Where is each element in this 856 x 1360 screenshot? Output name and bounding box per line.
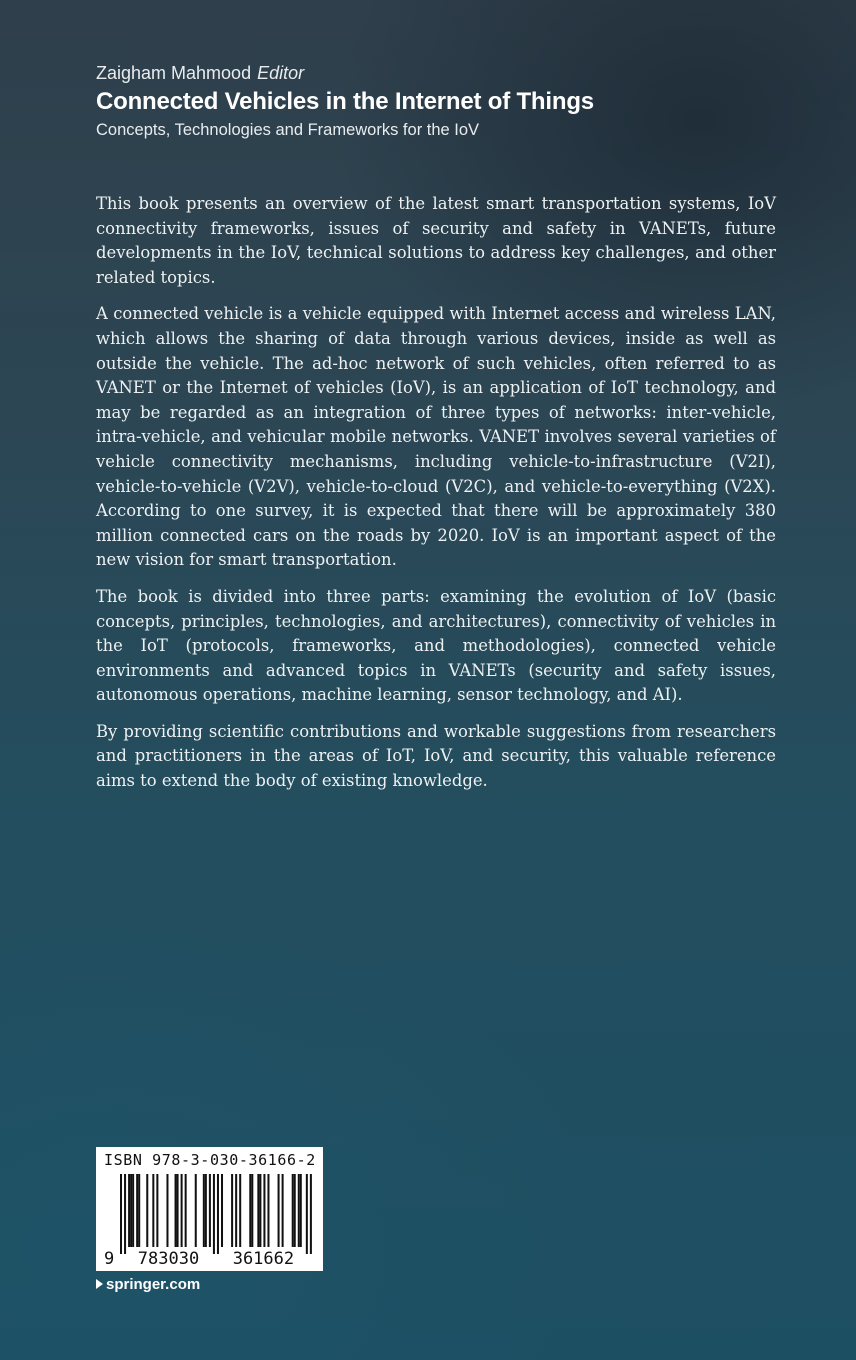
barcode-bar (263, 1174, 265, 1247)
barcode-bar (205, 1174, 207, 1247)
barcode-bar (209, 1174, 211, 1247)
editor-role: Editor (257, 63, 305, 83)
barcode-bar (298, 1174, 300, 1247)
description-paragraph: The book is divided into three parts: examining the evolution of IoV (basic concepts, principles, technologies, and architectures), connectivity of vehicles in the IoT (protocols, frameworks, and methodologies), connected vehicle environments and advanced topics in VANETs (security and safety issues, autonomous operations, machine learning, sensor technology, and AI). (96, 586, 776, 705)
publisher-link-label: springer.com (106, 1276, 201, 1293)
barcode-bar (124, 1174, 126, 1254)
isbn-label: ISBN 978-3-030-36166-2 (104, 1151, 316, 1169)
barcode-bar (130, 1174, 132, 1247)
barcode-bar (249, 1174, 251, 1247)
barcode-bar (282, 1174, 284, 1247)
barcode-bar (300, 1174, 302, 1247)
isbn-barcode (96, 1147, 323, 1271)
barcode-bar (231, 1174, 233, 1247)
book-subtitle: Concepts, Technologies and Frameworks for the IoV (96, 121, 480, 139)
barcode-bar (175, 1174, 177, 1247)
barcode-bar (132, 1174, 134, 1247)
barcode-bar (136, 1174, 138, 1247)
barcode-bar (251, 1174, 253, 1247)
barcode-bar (278, 1174, 280, 1247)
barcode-bar (306, 1174, 308, 1254)
barcode-bar (217, 1174, 219, 1254)
barcode-bar (310, 1174, 312, 1254)
barcode-bar (195, 1174, 197, 1247)
book-description (96, 192, 776, 806)
barcode-bar (152, 1174, 154, 1247)
barcode-bar (267, 1174, 269, 1247)
editor-line (96, 60, 776, 86)
description-paragraph: A connected vehicle is a vehicle equipped with Internet access and wireless LAN, which allows the sharing of data through various devices, inside as well as outside the vehicle. The ad-hoc network of such vehicles, often referred to as VANET or the Internet of vehicles (IoV), is an application of IoT technology, and may be regarded as an integration of three types of networks: inter-vehicle, intra-vehicle, and vehicular mobile networks. VANET involves several varieties of vehicle connectivity mechanisms, including vehicle-to-infrastructure (V2I), vehicle-to-vehicle (V2V), vehicle-to-cloud (V2C), and vehicle-to-everything (V2X). According to one survey, it is expected that there will be approximately 380 million connected cars on the roads by 2020. IoV is an important aspect of the new vision for smart transportation. (96, 304, 776, 570)
barcode-bar (257, 1174, 259, 1247)
barcode-bar (120, 1174, 122, 1254)
triangle-arrow-icon (96, 1279, 103, 1289)
barcode-bar (259, 1174, 261, 1247)
description-paragraph: By providing scientific contributions and workable suggestions from researchers and practitioners in the areas of IoT, IoV, and security, this valuable reference aims to extend the body of existing knowledge. (96, 721, 776, 791)
editor-name: Zaigham Mahmood (96, 63, 252, 83)
barcode-bar (181, 1174, 183, 1247)
barcode-bar (221, 1174, 223, 1247)
cover-header (96, 60, 776, 142)
barcode-graphic (96, 1147, 323, 1271)
barcode-bar (235, 1174, 237, 1247)
publisher-link[interactable] (96, 1276, 200, 1293)
barcode-bar (146, 1174, 148, 1247)
description-paragraph: This book presents an overview of the latest smart transportation systems, IoV connectivity frameworks, issues of security and safety in VANETs, future developments in the IoV, technical solutions to address key challenges, and other related topics. (96, 194, 776, 287)
barcode-bar (292, 1174, 294, 1247)
barcode-bar (138, 1174, 140, 1247)
barcode-bar (156, 1174, 158, 1247)
barcode-digits: 361662 (232, 1249, 295, 1269)
barcode-digits: 9 (104, 1249, 115, 1269)
barcode-bar (294, 1174, 296, 1247)
barcode-digits: 783030 (137, 1249, 200, 1269)
barcode-bar (166, 1174, 168, 1247)
book-title: Connected Vehicles in the Internet of Things (96, 88, 594, 115)
barcode-bar (128, 1174, 130, 1247)
barcode-bar (185, 1174, 187, 1247)
barcode-bar (239, 1174, 241, 1247)
barcode-bar (203, 1174, 205, 1247)
barcode-bar (177, 1174, 179, 1247)
barcode-bar (213, 1174, 215, 1254)
